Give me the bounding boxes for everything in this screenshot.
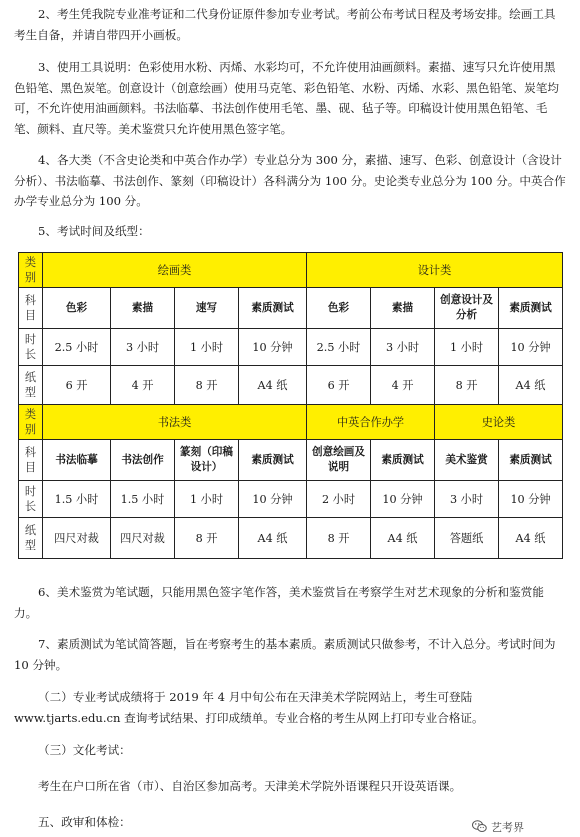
paper-cell: A4 纸: [239, 518, 307, 559]
duration-cell: 10 分钟: [499, 329, 563, 366]
paper-cell: 4 开: [111, 366, 175, 405]
group-header-cell: 绘画类: [43, 253, 307, 288]
duration-cell: 1.5 小时: [111, 481, 175, 518]
group-header-cell: 书法类: [43, 405, 307, 440]
watermark-text: 艺考界: [491, 820, 524, 834]
paragraph-item-7: 7、素质测试为笔试简答题，旨在考察考生的基本素质。素质测试只做参考，不计入总分。考试时间为 10 分钟。: [14, 637, 556, 672]
paragraph-item-9: （三）文化考试：: [38, 743, 131, 757]
table-row: [19, 518, 563, 559]
paragraph-item-8: （二）专业考试成绩将于 2019 年 4 月中旬公布在天津美术学院网站上，考生可登陆 www.tjarts.edu.cn 查询考试结果、打印成绩单。专业合格的考生从网上打印专业合格证。: [14, 690, 484, 725]
paragraph-item-3: 3、使用工具说明：色彩使用水粉、丙烯、水彩均可，不允许使用油画颜料。素描、速写只允许使用黑色铅笔、黑色炭笔。创意设计（创意绘画）使用马克笔、彩色铅笔、水粉、丙烯、水彩、黑色铅笔、炭笔均可，不允许使用油画颜料。书法临摹、书法创作使用毛笔、墨、砚、毡子等。印稿设计使用黑色铅笔、毛笔、颜料、直尺等。美术鉴赏只允许使用黑色签字笔。: [14, 60, 559, 136]
duration-cell: 1 小时: [175, 481, 239, 518]
category-label-cell: 类别: [19, 253, 43, 288]
subject-cell: 色彩: [307, 288, 371, 329]
subject-cell: 素质测试: [239, 288, 307, 329]
duration-cell: 1.5 小时: [43, 481, 111, 518]
paragraph-item-11: 五、政审和体检：: [38, 815, 131, 829]
table-row: [19, 329, 563, 366]
subject-cell: 素描: [111, 288, 175, 329]
table-row: [19, 366, 563, 405]
subject-cell: 素质测试: [239, 440, 307, 481]
group-header-cell: 设计类: [307, 253, 563, 288]
duration-cell: 10 分钟: [239, 329, 307, 366]
subject-cell: 创意绘画及说明: [307, 440, 371, 481]
duration-cell: 3 小时: [371, 329, 435, 366]
paper-cell: 8 开: [435, 366, 499, 405]
paper-cell: A4 纸: [499, 518, 563, 559]
paragraph-item-4: 4、各大类（不含史论类和中英合作办学）专业总分为 300 分，素描、速写、色彩、创意设计（含设计分析）、书法临摹、书法创作、篆刻（印稿设计）各科满分为 100 分。史论类专业总分为 100 分。中英合作办学专业总分为 100 分。: [14, 153, 566, 208]
duration-cell: 2.5 小时: [43, 329, 111, 366]
subject-cell: 书法创作: [111, 440, 175, 481]
group-header-cell: 史论类: [435, 405, 563, 440]
paragraph-item-10: 考生在户口所在省（市）、自治区参加高考。天津美术学院外语课程只开设英语课。: [38, 779, 462, 793]
subject-cell: 素质测试: [371, 440, 435, 481]
paper-cell: 8 开: [175, 366, 239, 405]
duration-cell: 10 分钟: [499, 481, 563, 518]
paper-cell: A4 纸: [499, 366, 563, 405]
duration-cell: 3 小时: [111, 329, 175, 366]
subject-cell: 色彩: [43, 288, 111, 329]
paper-cell: A4 纸: [239, 366, 307, 405]
table-row: [19, 288, 563, 329]
paper-cell: 四尺对裁: [111, 518, 175, 559]
table-row: [19, 253, 563, 288]
paper-cell: 8 开: [175, 518, 239, 559]
duration-cell: 10 分钟: [371, 481, 435, 518]
table-row: [19, 481, 563, 518]
duration-cell: 1 小时: [175, 329, 239, 366]
subject-cell: 书法临摹: [43, 440, 111, 481]
subject-cell: 速写: [175, 288, 239, 329]
duration-cell: 3 小时: [435, 481, 499, 518]
duration-label-cell: 时长: [19, 481, 43, 518]
table-row: [19, 405, 563, 440]
paragraph-item-6: 6、美术鉴赏为笔试题，只能用黑色签字笔作答，美术鉴赏旨在考察学生对艺术现象的分析和鉴赏能力。: [14, 585, 544, 620]
paper-cell: 6 开: [43, 366, 111, 405]
paragraph-item-5: 5、考试时间及纸型：: [38, 224, 150, 238]
watermark: [472, 818, 524, 835]
exam-schedule-table: [18, 252, 563, 559]
paper-cell: 4 开: [371, 366, 435, 405]
paper-label-cell: 纸型: [19, 366, 43, 405]
duration-cell: 10 分钟: [239, 481, 307, 518]
subject-label-cell: 科目: [19, 440, 43, 481]
category-label-cell: 类别: [19, 405, 43, 440]
subject-cell: 创意设计及分析: [435, 288, 499, 329]
duration-cell: 2.5 小时: [307, 329, 371, 366]
subject-cell: 素质测试: [499, 288, 563, 329]
subject-label-cell: 科目: [19, 288, 43, 329]
subject-cell: 美术鉴赏: [435, 440, 499, 481]
subject-cell: 素质测试: [499, 440, 563, 481]
paper-cell: A4 纸: [371, 518, 435, 559]
paper-cell: 答题纸: [435, 518, 499, 559]
group-header-cell: 中英合作办学: [307, 405, 435, 440]
table-row: [19, 440, 563, 481]
paper-cell: 四尺对裁: [43, 518, 111, 559]
duration-label-cell: 时长: [19, 329, 43, 366]
duration-cell: 2 小时: [307, 481, 371, 518]
wechat-icon: [472, 820, 487, 833]
duration-cell: 1 小时: [435, 329, 499, 366]
subject-cell: 素描: [371, 288, 435, 329]
paper-cell: 8 开: [307, 518, 371, 559]
paper-label-cell: 纸型: [19, 518, 43, 559]
paper-cell: 6 开: [307, 366, 371, 405]
subject-cell: 篆刻（印稿设计）: [175, 440, 239, 481]
paragraph-item-2: 2、考生凭我院专业准考证和二代身份证原件参加专业考试。考前公布考试日程及考场安排。绘画工具考生自备，并请自带四开小画板。: [14, 7, 556, 42]
